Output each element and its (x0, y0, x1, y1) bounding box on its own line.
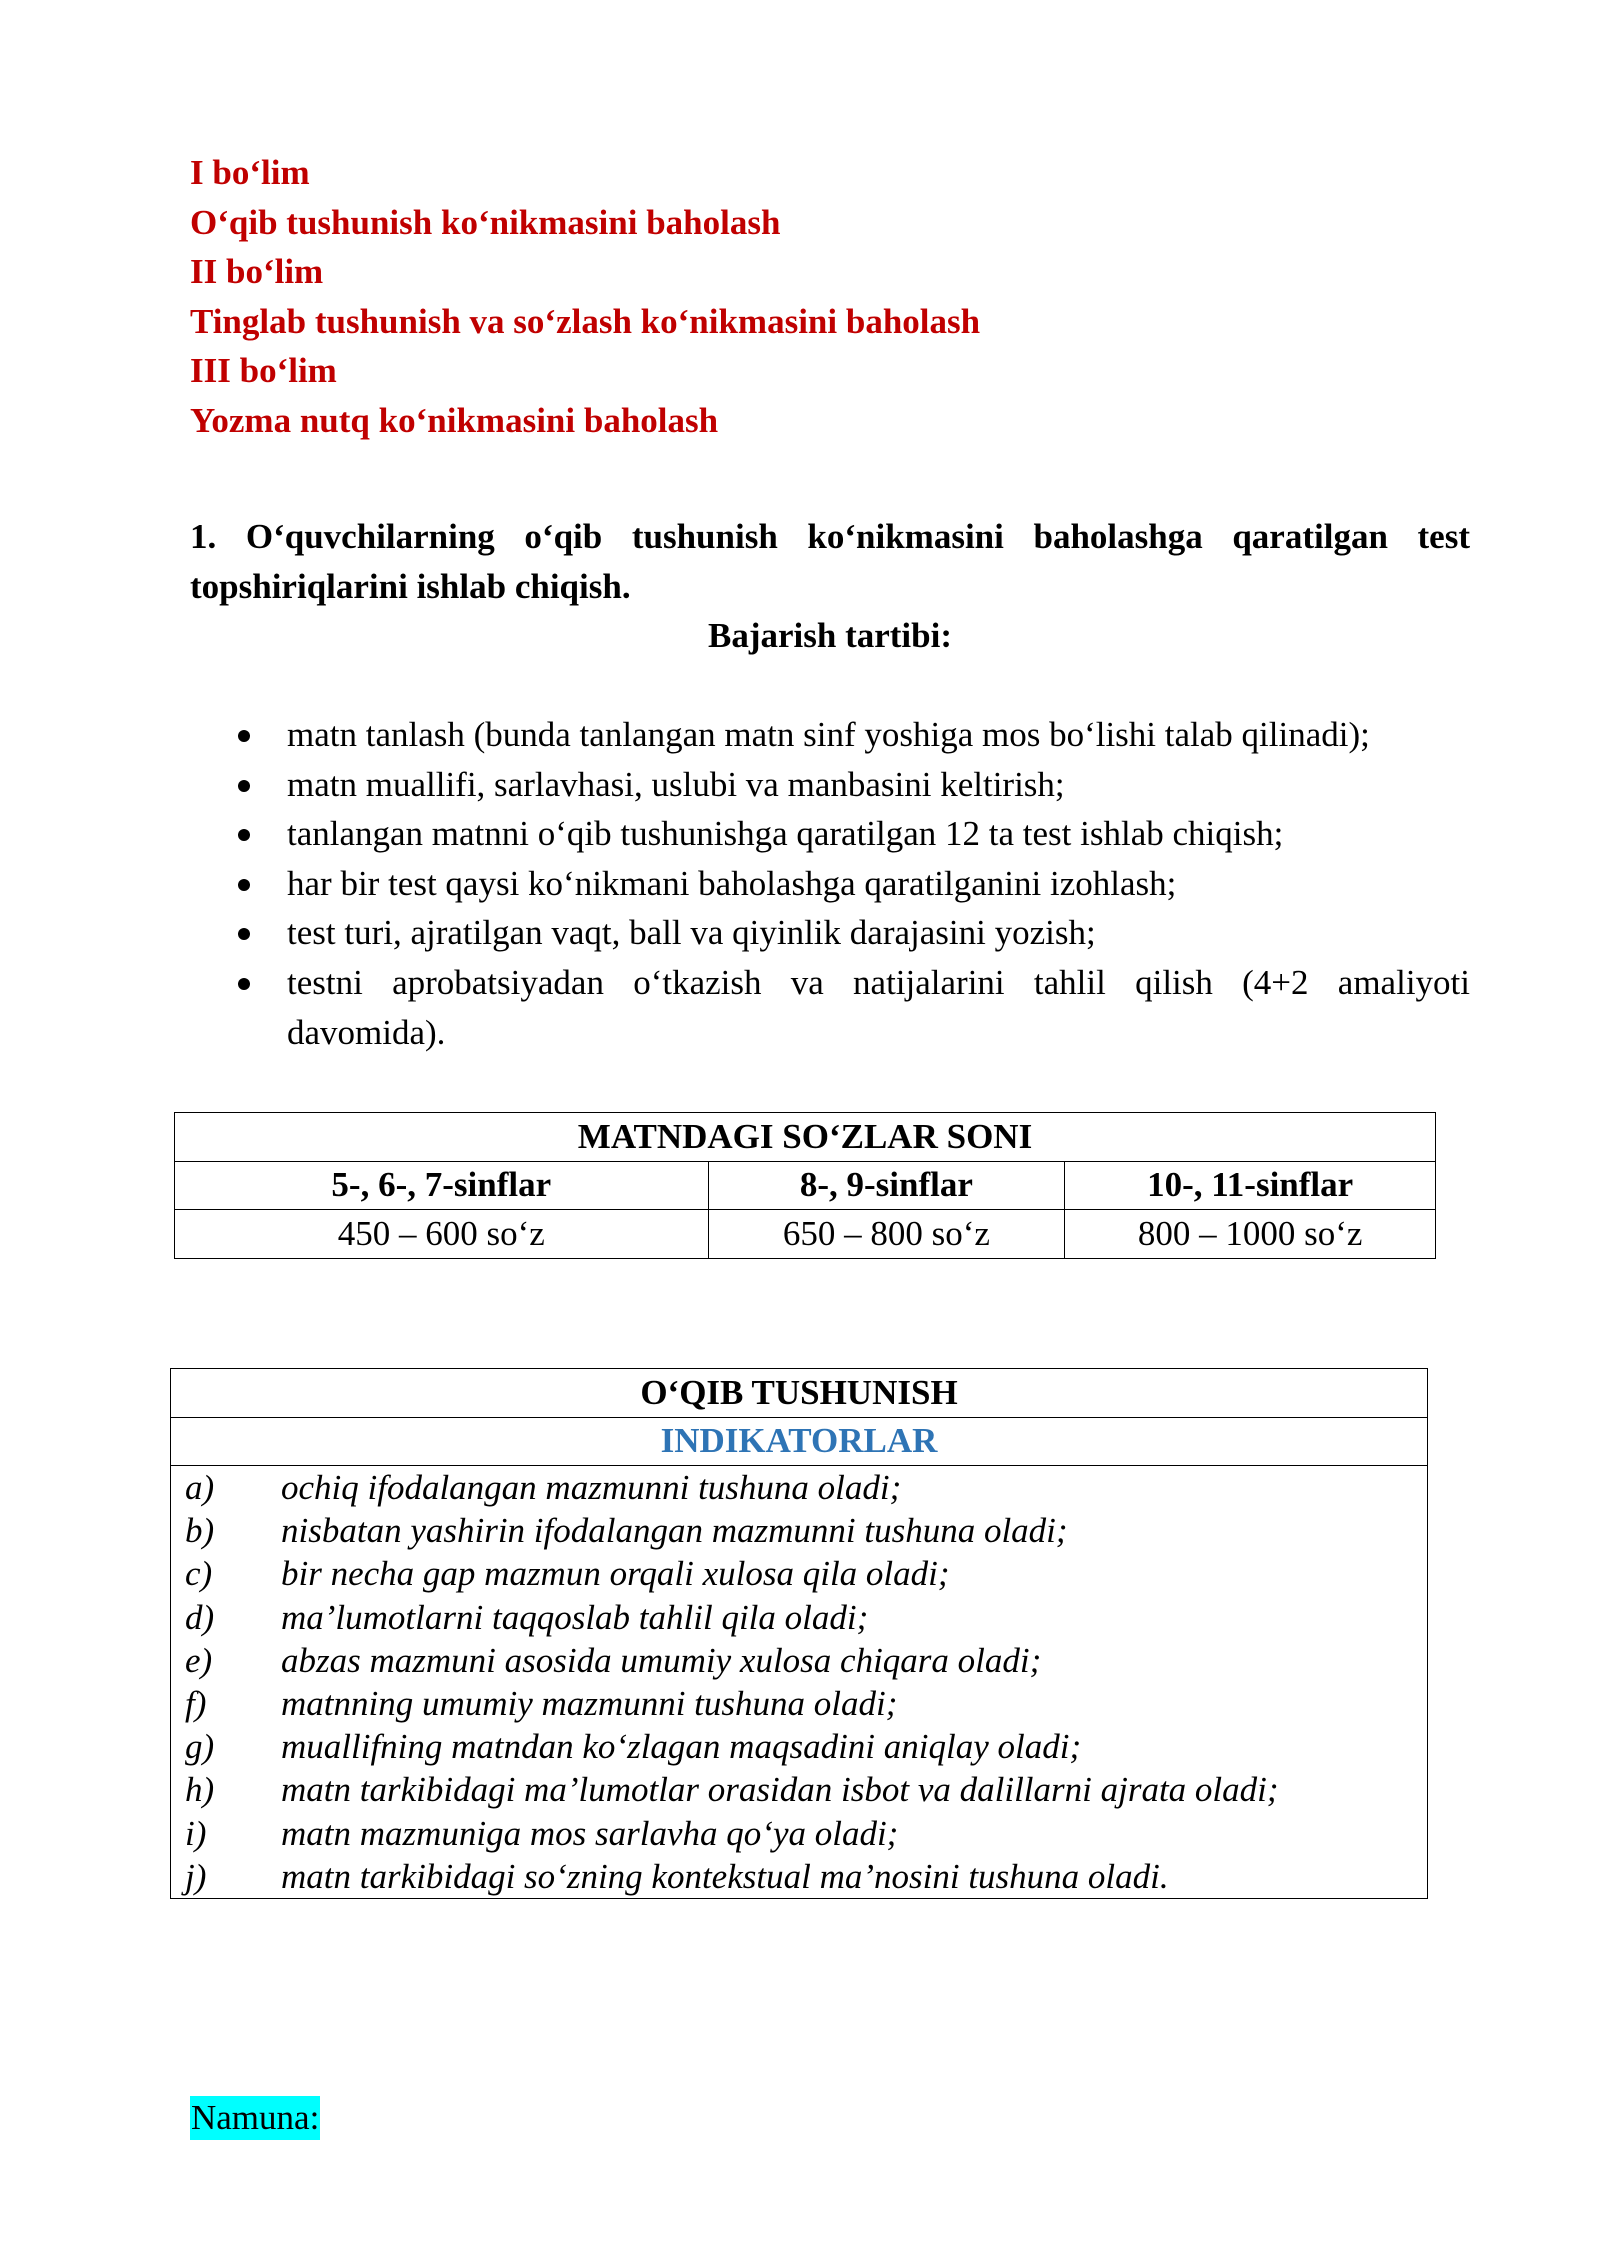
column-header: 5-, 6-, 7-sinflar (175, 1161, 709, 1210)
section-list (190, 148, 980, 446)
item-letter: a) (185, 1468, 215, 1507)
section-2-title: Tinglab tushunish va so‘zlash ko‘nikmasini baholash (190, 301, 981, 341)
column-header: 10-, 11-sinflar (1065, 1161, 1436, 1210)
item-text: nisbatan yashirin ifodalangan mazmunni tushuna oladi; (281, 1511, 1068, 1551)
item-text: matn mazmuniga mos sarlavha qo‘ya oladi; (281, 1813, 899, 1853)
item-text: matn tarkibidagi so‘zning kontekstual ma’nosini tushuna oladi. (281, 1856, 1169, 1896)
list-item (171, 1768, 1427, 1811)
step-text: test turi, ajratilgan vaqt, ball va qiyinlik darajasini yozish; (287, 913, 1096, 953)
list-item (171, 1682, 1427, 1725)
step-text: har bir test qaysi ko‘nikmani baholashga qaratilganini izohlash; (287, 863, 1177, 903)
list-item (171, 1466, 1427, 1509)
table-row (175, 1161, 1436, 1210)
list-item (171, 1596, 1427, 1639)
indicators-title: O‘QIB TUSHUNISH (171, 1369, 1428, 1418)
column-header: 8-, 9-sinflar (708, 1161, 1065, 1210)
list-item (171, 1812, 1427, 1855)
section-3-label: III bo‘lim (190, 351, 337, 391)
list-item (228, 760, 1470, 810)
step-text: tanlangan matnni o‘qib tushunishga qaratilgan 12 ta test ishlab chiqish; (287, 814, 1284, 854)
bullet-icon (238, 879, 250, 891)
table-cell: 450 – 600 so‘z (175, 1210, 709, 1259)
section-2-label: II bo‘lim (190, 252, 324, 292)
list-item (171, 1725, 1427, 1768)
bullet-icon (238, 829, 250, 841)
table-cell: 800 – 1000 so‘z (1065, 1210, 1436, 1259)
bullet-icon (238, 928, 250, 940)
item-letter: i) (185, 1813, 207, 1853)
item-letter: h) (185, 1770, 215, 1810)
item-text: bir necha gap mazmun orqali xulosa qila oladi; (281, 1554, 950, 1594)
indicators-subtitle: INDIKATORLAR (171, 1417, 1428, 1466)
task-steps-list (228, 710, 1470, 1057)
item-letter: b) (185, 1511, 215, 1551)
list-item (171, 1639, 1427, 1682)
item-text: muallifning matndan ko‘zlagan maqsadini aniqlay oladi; (281, 1727, 1082, 1767)
list-item (171, 1855, 1427, 1898)
list-item (171, 1552, 1427, 1595)
list-item (228, 710, 1470, 760)
item-text: abzas mazmuni asosida umumiy xulosa chiqara oladi; (281, 1640, 1042, 1680)
item-text: matnning umumiy mazmunni tushuna oladi; (281, 1683, 898, 1723)
section-1-title: O‘qib tushunish ko‘nikmasini baholash (190, 202, 781, 242)
list-item (228, 958, 1470, 1057)
item-text: ochiq ifodalangan mazmunni tushuna oladi; (281, 1468, 902, 1507)
table-row (175, 1210, 1436, 1259)
task-subheading: Bajarish tartibi: (707, 616, 952, 655)
step-text: matn muallifi, sarlavhasi, uslubi va manbasini keltirish; (287, 764, 1065, 804)
item-letter: f) (185, 1683, 207, 1723)
item-text: matn tarkibidagi ma’lumotlar orasidan isbot va dalillarni ajrata oladi; (281, 1770, 1279, 1810)
section-1-label: I bo‘lim (190, 153, 310, 192)
indicators-list (171, 1466, 1428, 1899)
item-letter: j) (185, 1856, 207, 1896)
task-title: 1. O‘quvchilarning o‘qib tushunish ko‘nikmasini baholashga qaratilgan test topshiriqlarini ishlab chiqish. (190, 517, 1470, 606)
item-text: ma’lumotlarni taqqoslab tahlil qila oladi; (281, 1597, 869, 1637)
item-letter: d) (185, 1597, 215, 1637)
word-count-table (174, 1112, 1436, 1259)
bullet-icon (238, 780, 250, 792)
sample-label: Namuna: (190, 2096, 320, 2140)
table-cell: 650 – 800 so‘z (708, 1210, 1065, 1259)
item-letter: g) (185, 1727, 215, 1767)
indicators-table (170, 1368, 1428, 1899)
bullet-icon (238, 978, 250, 990)
list-item (171, 1509, 1427, 1552)
list-item (228, 809, 1470, 859)
step-text: matn tanlash (bunda tanlangan matn sinf yoshiga mos bo‘lishi talab qilinadi); (287, 715, 1370, 754)
section-3-title: Yozma nutq ko‘nikmasini baholash (190, 400, 719, 440)
list-item (228, 908, 1470, 958)
word-table-title: MATNDAGI SO‘ZLAR SONI (175, 1113, 1436, 1162)
step-text: testni aprobatsiyadan o‘tkazish va natijalarini tahlil qilish (4+2 amaliyoti davomida). (287, 962, 1470, 1052)
item-letter: e) (185, 1640, 213, 1680)
item-letter: c) (185, 1554, 213, 1594)
list-item (228, 859, 1470, 909)
bullet-icon (238, 730, 250, 742)
